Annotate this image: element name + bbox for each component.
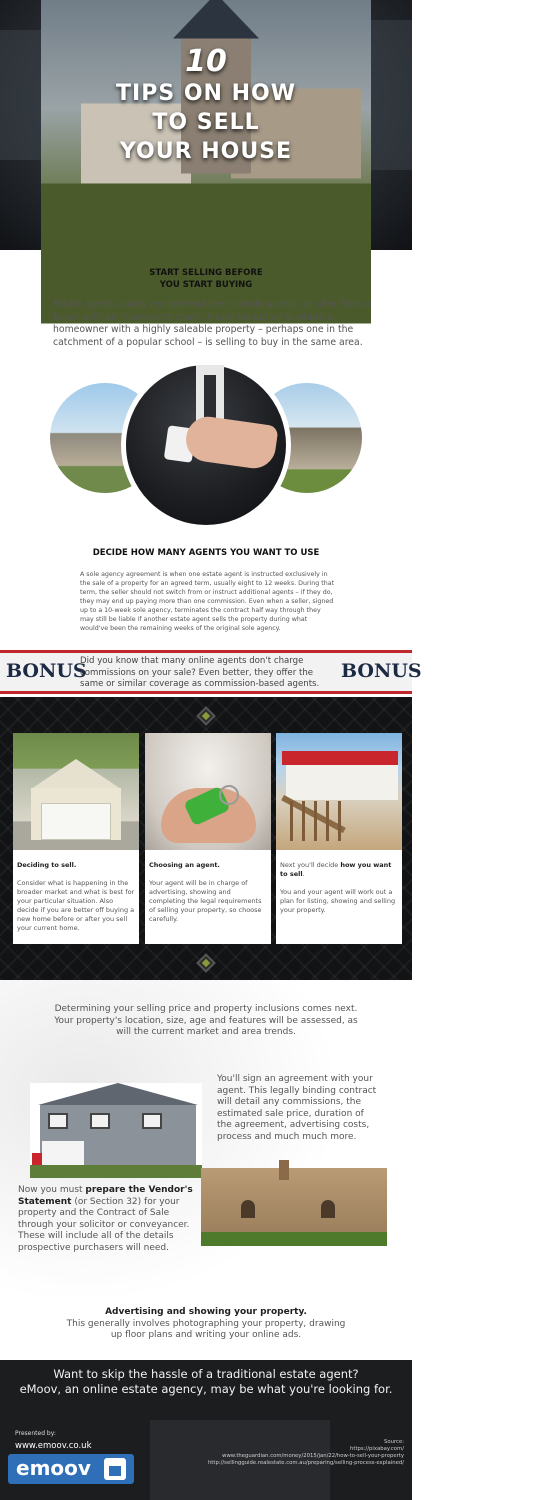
grey-house-photo	[30, 1083, 202, 1178]
agreement-text: You'll sign an agreement with your agent. This legally binding contract will detail any commissions, the estimated sale price, duration of the agreement, advertising costs, process and much much more.	[217, 1074, 377, 1142]
keys-in-hand-photo	[145, 733, 271, 850]
stone-villa-photo	[201, 1160, 387, 1246]
vendor-statement-prefix: Now you must	[18, 1185, 86, 1195]
hero-title-line: TIPS ON HOW	[116, 81, 296, 106]
step-card-how-to-sell	[276, 733, 402, 944]
hero-banner	[0, 0, 412, 250]
source-label: Source:	[384, 1439, 404, 1445]
agents-title: DECIDE HOW MANY AGENTS YOU WANT TO USE	[92, 548, 320, 558]
house-logo-icon	[104, 1458, 126, 1480]
hero-title-number: 10	[185, 44, 227, 79]
advertising-text	[60, 1307, 352, 1342]
vendor-statement-text	[18, 1185, 198, 1254]
footer-cta	[0, 1367, 412, 1397]
step-card-title: Deciding to sell.	[17, 861, 77, 869]
selling-price-text: Determining your selling price and property inclusions comes next. Your property's location, size, age and features will be assessed, as will the current market and area trends.	[54, 1004, 358, 1037]
garage-house-photo	[13, 733, 139, 850]
step-card-title: how you want to sell	[280, 861, 392, 878]
beach-house-photo	[276, 733, 402, 850]
hero-title-line: TO SELL	[152, 110, 260, 135]
source-link[interactable]: https://pixabay.com/	[350, 1446, 404, 1452]
handshake-photo	[121, 360, 291, 530]
step-card-description: Your agent will be in charge of advertising, showing and completing the legal requirements of selling your property, so choose carefully.	[149, 879, 262, 923]
sources	[208, 1439, 404, 1467]
advertising-title: Advertising and showing your property.	[105, 1307, 307, 1317]
vendor-statement-suffix: (or Section 32) for your property and the Contract of Sale through your solicitor or conveyancer. These will include all of the details prospective purchasers will need.	[18, 1196, 190, 1253]
intro-text: Estate agents rarely recommend their clients accept an offer from a buyer with an incomplete chain. A rare exception is where a homeowner with a highly saleable property – perhaps one in the catchment of a popular school – is selling to buy in the same area.	[53, 299, 371, 348]
bonus-text: Did you know that many online agents don't charge commissions on your sale? Even better, they offer the same or similar coverage as commission-based agents.	[80, 656, 320, 689]
step-card-text	[149, 861, 267, 924]
presented-by-label: Presented by:	[15, 1430, 56, 1437]
website-link[interactable]: www.emoov.co.uk	[15, 1441, 92, 1451]
hero-title-line: YOUR HOUSE	[119, 139, 293, 164]
advertising-description: This generally involves photographing your property, drawing up floor plans and writing your online ads.	[66, 1318, 346, 1340]
step-card-text	[17, 861, 135, 933]
step-card-prefix: Next you'll decide	[280, 861, 341, 869]
step-card-description: You and your agent will work out a plan for listing, showing and selling your property.	[280, 888, 396, 914]
emoov-logo	[8, 1454, 134, 1484]
vendor-statement-bold: prepare the Vendor's Statement	[18, 1185, 193, 1207]
intro-title-line: YOU START BUYING	[159, 280, 253, 290]
step-card-title: Choosing an agent.	[149, 861, 220, 869]
bonus-label-right: BONUS	[341, 660, 422, 682]
footer-cta-line: eMoov, an online estate agency, may be what you're looking for.	[19, 1382, 393, 1396]
intro-title	[0, 267, 412, 291]
step-card-suffix: .	[302, 870, 305, 878]
step-card-description: Consider what is happening in the broader market and what is best for your particular situation. Also decide if you are better off buying a new home before or after you sell your current home.	[17, 879, 135, 932]
source-link[interactable]: www.theguardian.com/money/2015/jan/22/how-to-sell-your-property	[222, 1453, 404, 1459]
hero-title	[0, 45, 412, 166]
step-card-text	[280, 861, 398, 915]
source-link[interactable]: http://sellingguide.realestate.com.au/preparing/selling-process-explained/	[207, 1460, 404, 1466]
agents-text: A sole agency agreement is when one estate agent is instructed exclusively in the sale of a property for an agreed term, usually eight to 12 weeks. During that term, the seller should not switch from or instruct additional agents – if they do, they may end up paying more than one commission. Even when a seller, signed up to a 10-week sole agency, terminates the contract half way through they may still be liable if another estate agent sells the property during what would've been the remaining weeks of the original sole agency.	[80, 571, 335, 632]
footer-cta-line: Want to skip the hassle of a traditional estate agent?	[53, 1367, 359, 1381]
bonus-label-left: BONUS	[6, 660, 87, 682]
step-card-deciding	[13, 733, 139, 944]
intro-title-line: START SELLING BEFORE	[149, 268, 263, 278]
step-card-agent	[145, 733, 271, 944]
logo-text: emoov	[16, 1456, 91, 1480]
